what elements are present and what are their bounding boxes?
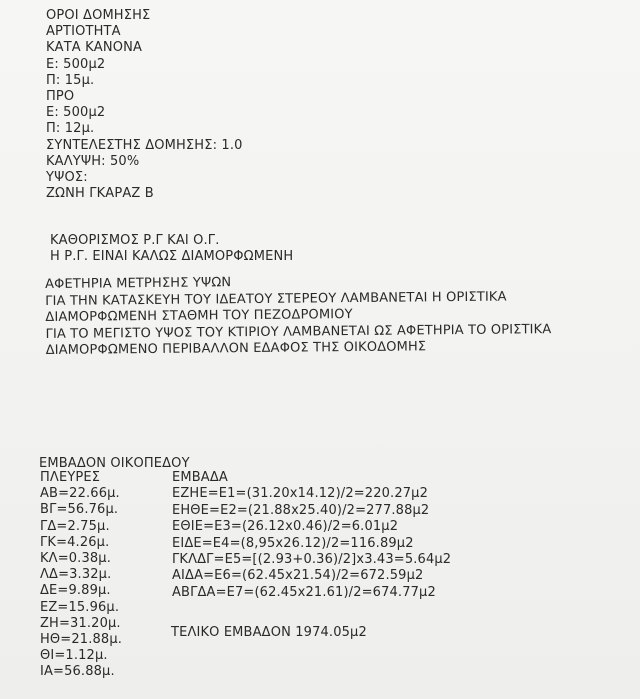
- side-item: ΚΛ=0.38μ.: [40, 551, 112, 567]
- side-item: ΖΗ=31.20μ.: [40, 615, 121, 631]
- area-item: ΕΘΙΕ=Ε3=(26.12x0.46)/2=6.01μ2: [172, 519, 399, 535]
- side-item: ΔΕ=9.89μ.: [40, 583, 111, 599]
- area-item: ΑΙΔΑ=Ε6=(62.45x21.54)/2=672.59μ2: [172, 568, 424, 584]
- area-item: ΕΙΔΕ=Ε4=(8,95x26.12)/2=116.89μ2: [172, 535, 414, 551]
- side-item: ΓΔ=2.75μ.: [40, 518, 110, 534]
- terms-line: Ε: 500μ2: [46, 56, 106, 72]
- side-item: ΑΒ=22.66μ.: [40, 486, 120, 502]
- terms-heading: ΟΡΟΙ ΔΟΜΗΣΗΣ: [46, 8, 151, 23]
- height-reference-block: [45, 272, 552, 360]
- building-terms-block: [46, 8, 243, 202]
- side-item: ΙΑ=56.88μ.: [40, 664, 115, 680]
- side-item: ΛΔ=3.32μ.: [40, 567, 112, 583]
- total-area: ΤΕΛΙΚΟ ΕΜΒΑΔΟΝ 1974.05μ2: [171, 625, 367, 640]
- terms-line: ΖΩΝΗ ΓΚΑΡΑΖ Β: [46, 186, 154, 202]
- sides-list: [40, 470, 122, 681]
- side-item: ΒΓ=56.76μ.: [40, 502, 119, 518]
- terms-line: ΚΑΛΥΨΗ: 50%: [46, 153, 140, 169]
- street-lines-block: [50, 233, 293, 265]
- terms-line: Ε: 500μ2: [46, 105, 106, 121]
- areas-header: ΕΜΒΑΔΑ: [172, 470, 228, 485]
- side-item: ΕΖ=15.96μ.: [40, 599, 120, 615]
- plot-area-title: ΕΜΒΑΔΟΝ ΟΙΚΟΠΕΔΟΥ: [39, 456, 190, 471]
- height-line: ΓΙΑ ΤΟ ΜΕΓΙΣΤΟ ΥΨΟΣ ΤΟΥ ΚΤΙΡΙΟΥ ΛΑΜΒΑΝΕΤΑΙ ΩΣ ΑΦΕΤΗΡΙΑ ΤΟ ΟΡΙΣΤΙΚΑ: [45, 321, 552, 342]
- area-item: ΕΖΗΕ=Ε1=(31.20x14.12)/2=220.27μ2: [172, 486, 429, 502]
- area-item: ΕΗΘΕ=Ε2=(21.88x25.40)/2=277.88μ2: [172, 502, 430, 518]
- terms-line: ΣΥΝΤΕΛΕΣΤΗΣ ΔΟΜΗΣΗΣ: 1.0: [46, 137, 243, 153]
- terms-line: ΠΡΟ: [46, 89, 75, 105]
- height-line: ΔΙΑΜΟΡΦΩΜΕΝΟ ΠΕΡΙΒΑΛΛΟΝ ΕΔΑΦΟΣ ΤΗΣ ΟΙΚΟΔΟΜΗΣ: [45, 339, 427, 359]
- areas-list: [172, 470, 451, 601]
- street-line: Η Ρ.Γ. ΕΙΝΑΙ ΚΑΛΩΣ ΔΙΑΜΟΡΦΩΜΕΝΗ: [50, 249, 294, 264]
- total-area-block: [171, 625, 367, 641]
- terms-line: Π: 12μ.: [46, 121, 95, 137]
- terms-line: Π: 15μ.: [46, 72, 95, 88]
- sides-header: ΠΛΕΥΡΕΣ: [40, 470, 101, 485]
- side-item: ΘΙ=1.12μ.: [40, 648, 108, 664]
- terms-line: ΚΑΤΑ ΚΑΝΟΝΑ: [46, 40, 143, 56]
- terms-line: ΥΨΟΣ:: [46, 170, 88, 186]
- street-heading: ΚΑΘΟΡΙΣΜΟΣ Ρ.Γ ΚΑΙ Ο.Γ.: [50, 233, 220, 248]
- side-item: ΗΘ=21.88μ.: [40, 632, 123, 648]
- height-heading: ΑΦΕΤΗΡΙΑ ΜΕΤΡΗΣΗΣ ΥΨΩΝ: [45, 275, 232, 292]
- area-item: ΓΚΛΔΓ=Ε5=[(2.93+0.36)/2]x3.43=5.64μ2: [172, 552, 452, 568]
- height-line: ΓΙΑ ΤΗΝ ΚΑΤΑΣΚΕΥΗ ΤΟΥ ΙΔΕΑΤΟΥ ΣΤΕΡΕΟΥ ΛΑΜΒΑΝΕΤΑΙ Η ΟΡΙΣΤΙΚΑ: [45, 289, 507, 309]
- terms-line: ΑΡΤΙΟΤΗΤΑ: [46, 24, 121, 40]
- height-line: ΔΙΑΜΟΡΦΩΜΕΝΗ ΣΤΑΘΜΗ ΤΟΥ ΠΕΖΟΔΡΟΜΙΟΥ: [45, 307, 353, 326]
- side-item: ΓΚ=4.26μ.: [40, 534, 110, 550]
- area-item: ΑΒΓΔΑ=Ε7=(62.45x21.61)/2=674.77μ2: [172, 584, 436, 600]
